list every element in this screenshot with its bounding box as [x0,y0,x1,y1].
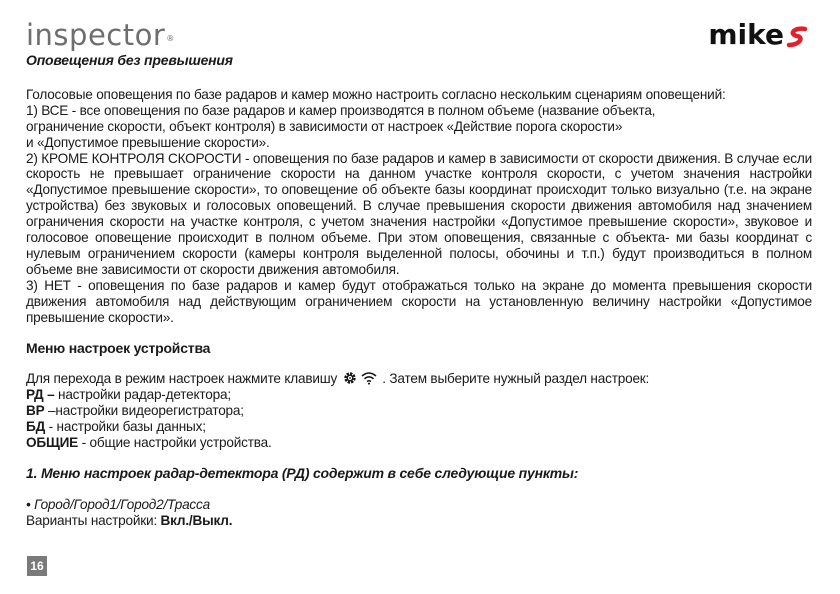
item3-paragraph: 3) НЕТ - оповещения по базе радаров и камер будут отображаться только на экране до момента превышения скорости движения автомобиля над действующим ограничением скорости на установленную величину настройки «Допустимое превышение скорости». [26,277,812,325]
inspector-logo [26,18,175,52]
item1-line2: ограничение скорости, объект контроля) в зависимости от настроек «Действие порога скорости» [26,118,623,134]
city-highway-bullet: • Город/Город1/Город2/Трасса [26,496,210,512]
rd-menu-heading: 1. Меню настроек радар-детектора (РД) содержит в себе следующие пункты: [26,464,579,481]
section-title: Оповещения без превышения [26,52,233,68]
item1-line1: 1) ВСЕ - все оповещения по базе радаров и камер производятся в полном объеме (название объекта, [26,102,656,118]
menu-intro-text: Для перехода в режим настроек нажмите клавишу [26,371,338,387]
intro-paragraph: Голосовые оповещения по базе радаров и камер можно настроить согласно нескольким сценариям оповещений: [26,86,726,102]
menu-item-general: ОБЩИЕ - общие настройки устройства. [26,435,272,451]
page-number: 16 [27,556,47,576]
gear-icon [343,371,357,385]
mikes-logo-text: mike [708,18,784,51]
registered-mark: ® [166,34,175,43]
options-label: Варианты настройки: [26,512,161,528]
inspector-logo-text: inspector [26,18,166,52]
page-content [26,53,812,529]
menu-item-rd: РД – настройки радар-детектора; [26,387,231,403]
menu-intro-end: . Затем выберите нужный раздел настроек: [382,371,650,387]
menu-item-vr: ВР –настройки видеорегистратора; [26,403,244,419]
menu-item-bd: БД - настройки базы данных; [26,419,206,435]
setting-options [26,513,812,529]
item1-line3: и «Допустимое превышение скорости». [26,134,270,150]
menu-intro [26,371,812,387]
wifi-icon [361,371,377,385]
red-s-swoosh-icon [786,26,808,48]
item2-paragraph: 2) КРОМЕ КОНТРОЛЯ СКОРОСТИ - оповещения по базе радаров и камер в зависимости от скорости движения. В случае если скорость не превышает ограничение скорости на данном участке контроля скорости, с учетом значения настройки «Допустимое превышение скорости», то оповещение об объекте базы координат происходит только визуально (т.е. на экране устройства) без звуковых и голосовых оповещений. В случае превышения скорости движения автомобиля над значением ограничения скорости на участке контроля, с учетом значения настройки «Допустимое превышение скорости», звуковое и голосовое оповещение происходит в полном объеме. При этом оповещения, связанные с объекта- ми базы координат с нулевым ограничением скорости (камеры контроля выделенной полосы, обочины и т.п.) будут производиться в полном объеме вне зависимости от скорости движения автомобиля. [26,150,812,277]
mikes-logo [708,18,808,51]
options-value: Вкл./Выкл. [160,512,233,528]
menu-heading: Меню настроек устройства [26,339,211,356]
